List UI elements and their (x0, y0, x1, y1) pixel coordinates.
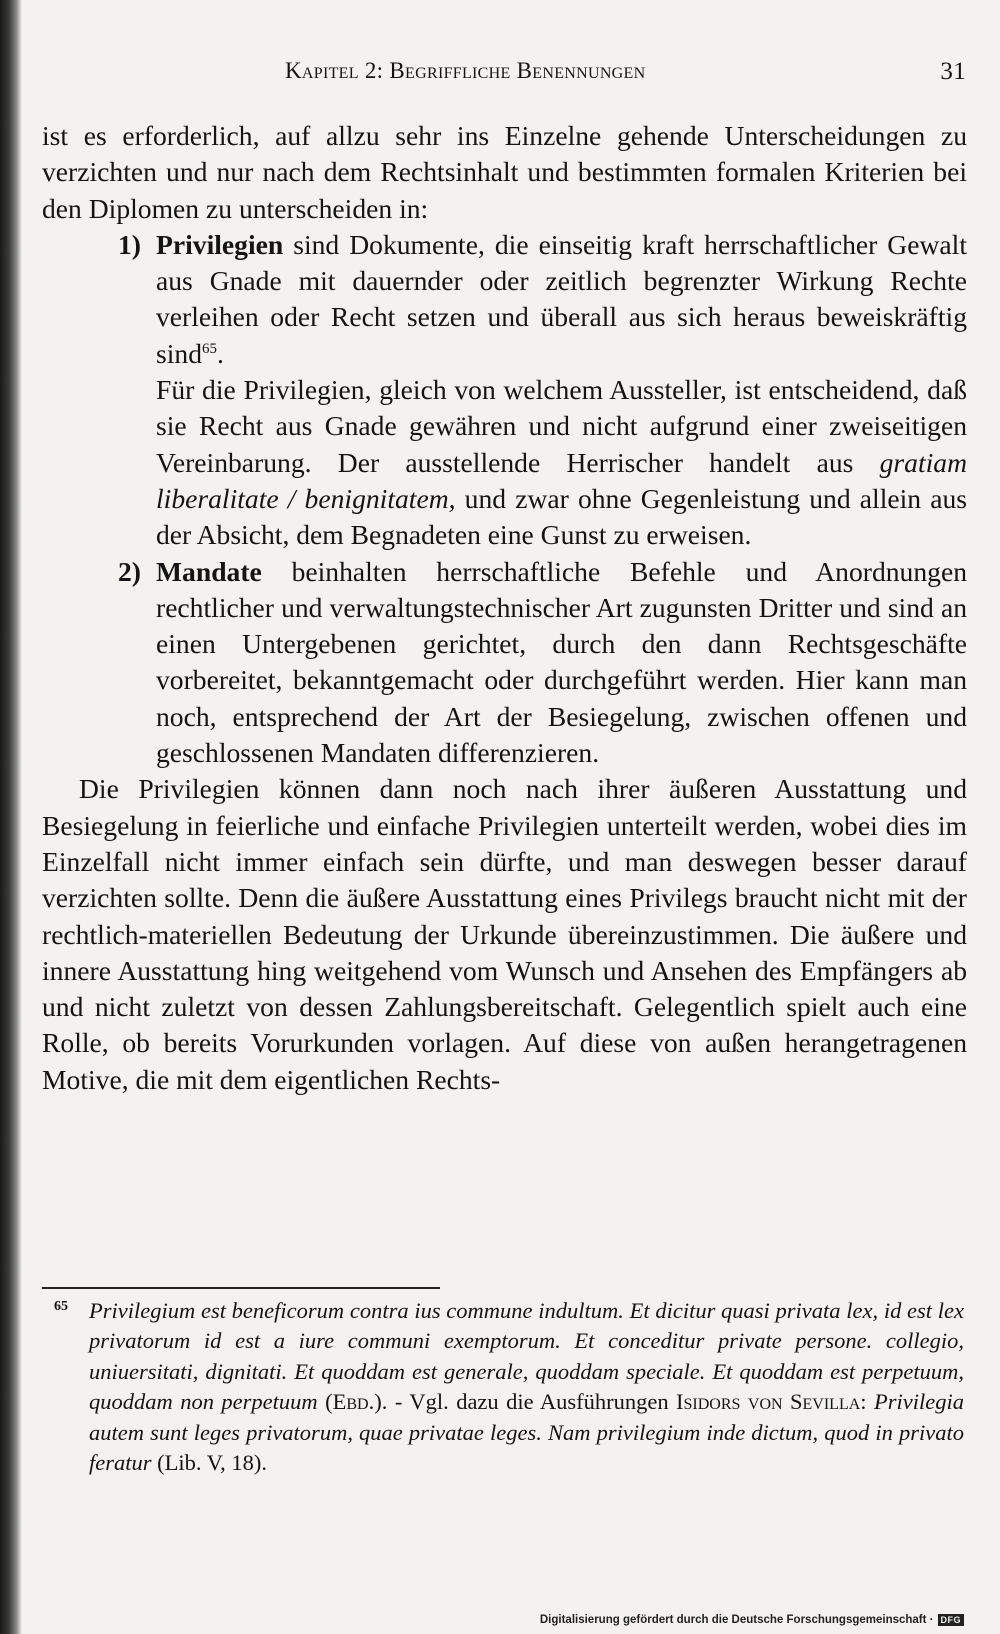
footnote-65 (42, 1296, 964, 1478)
footnote-number: 65 (54, 1299, 68, 1314)
page-binding-shadow (0, 0, 22, 1634)
digitization-credit: Digitalisierung gefördert durch die Deutsche Forschungsgemeinschaft · DFG (540, 1612, 964, 1628)
running-header (42, 58, 966, 92)
closing-paragraph: Die Privilegien können dann noch nach ihrer äußeren Ausstattung und Besiegelung in feierliche und einfache Privilegien unterteilt werden, wobei dies im Einzelfall nicht immer einfach sein dürfte, und man deswegen besser darauf verzichten sollte. Denn die äußere Ausstattung eines Privilegs braucht nicht mit der rechtlich-materiellen Bedeutung der Urkunde übereinzustimmen. Die äußere und innere Ausstattung hing weitgehend vom Wunsch und Ansehen des Empfängers ab und nicht zuletzt von dessen Zahlungsbereitschaft. Gelegentlich spielt auch eine Rolle, ob bereits Vorurkunden vorlagen. Auf diese von außen herangetragenen Motive, die mit dem eigentlichen Rechts- (42, 773, 967, 1095)
list-item-privilegien (42, 227, 967, 554)
main-text (42, 118, 967, 1098)
list-marker: 1) (118, 228, 141, 260)
term-mandate: Mandate (156, 555, 262, 587)
privilegien-explanation: Für die Privilegien, gleich von welchem Aussteller, ist entscheidend, daß sie Recht aus Gnade gewähren und nicht aufgrund einer zweiseitigen Vereinbarung. Der ausstellende Herrischer handelt aus gratiam liberalitate / benignitatem, und zwar ohne Gegenleistung und allein aus der Absicht, dem Begnadeten eine Gunst zu erweisen. (156, 374, 967, 551)
mandate-definition: Mandate beinhalten herrschaftliche Befehle und Anordnungen rechtlicher und verwaltungstechnischer Art zugunsten Dritter und sind an einen Untergebenen gerichtet, durch den dann Rechtsgeschäfte vorbereitet, bekanntgemacht oder durchgeführt werden. Hier kann man noch, entsprechend der Art der Besiegelung, zwischen offenen und geschlossenen Mandaten differenzieren. (156, 555, 967, 769)
list-marker: 2) (118, 555, 141, 587)
privilegien-definition: Privilegien sind Dokumente, die einseitig kraft herrschaftlicher Gewalt aus Gnade mit dauernder oder zeitlich begrenzter Wirkung Rechte verleihen oder Recht setzen und überall aus sich heraus beweiskräftig sind$^{65}$. (156, 228, 967, 369)
footnote-ref-65: 65 (202, 340, 217, 357)
footnote-text: Privilegium est beneficorum contra ius commune indultum. Et dicitur quasi privata lex, id est lex privatorum id est a iure communi exemptorum. Et conceditur private persone. collegio, uniuersitati, dignitati. Et quoddam est generale, quoddam speciale. Et quoddam est perpetuum, quoddam non perpetuum (Ebd.). - Vgl. dazu die Ausführungen Isidors von Sevilla: Privilegia autem sunt leges privatorum, quae privatae leges. Nam privilegium inde dictum, quod in privato feratur (Lib. V, 18). (89, 1298, 964, 1476)
author-name: Isidors von Sevilla (676, 1389, 861, 1415)
running-title: Kapitel 2: Begriffliche Benennungen (285, 58, 646, 83)
page-number: 31 (940, 58, 966, 85)
term-privilegien: Privilegien (156, 228, 284, 260)
footnote-rule (42, 1287, 440, 1289)
dfg-logo-icon: DFG (938, 1614, 965, 1626)
intro-paragraph: ist es erforderlich, auf allzu sehr ins Einzelne gehende Unterscheidungen zu verzichten und nur nach dem Rechtsinhalt und bestimmten formalen Kriterien bei den Diplomen zu unterscheiden in: (42, 120, 967, 224)
list-item-mandate (42, 554, 967, 772)
